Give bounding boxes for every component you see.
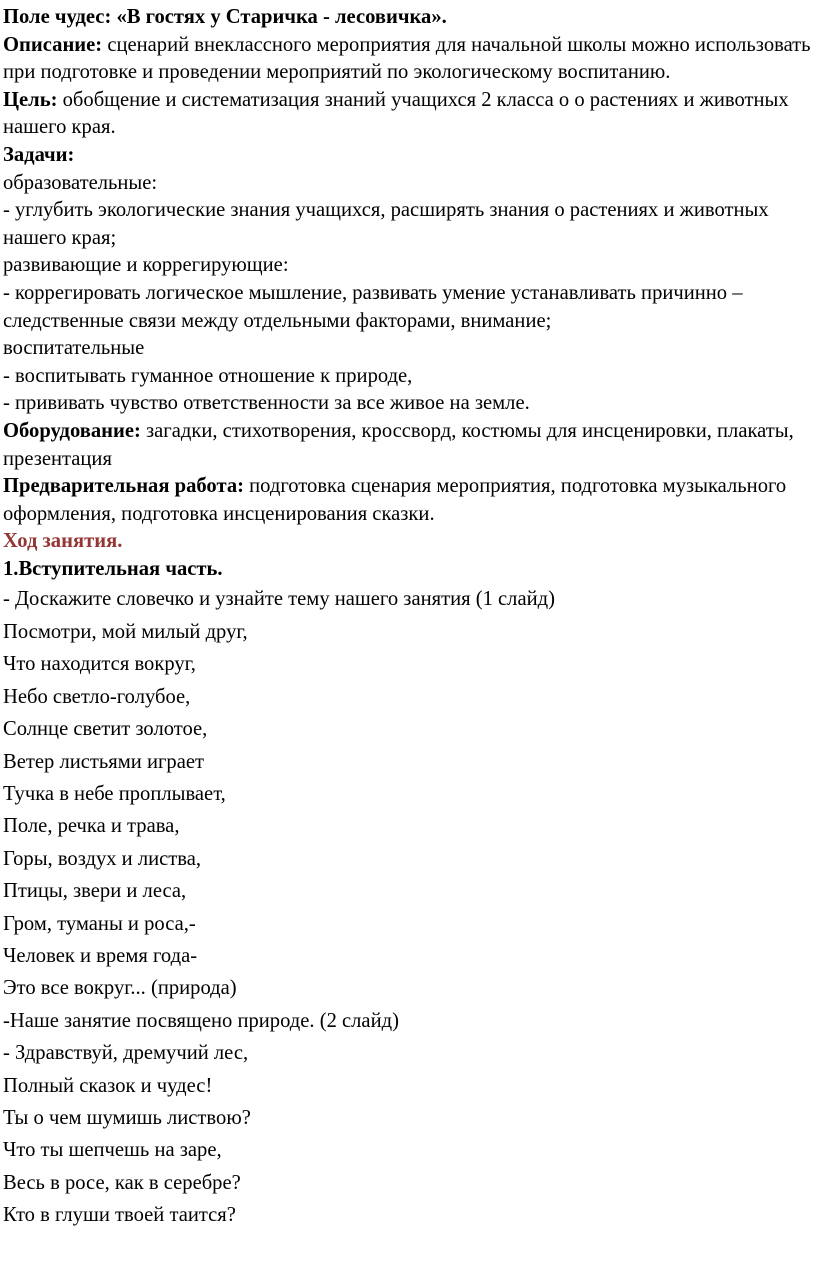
equipment-text: загадки, стихотворения, кроссворд, костюмы для инсценировки, плакаты, презентация [3, 419, 794, 470]
poem-line: Это все вокруг... (природа) [3, 977, 237, 1000]
poem-line: Горы, воздух и листва, [3, 847, 202, 870]
poem-line: -Наше занятие посвящено природе. (2 слайд) [3, 1009, 399, 1032]
tasks-line: образовательные: [3, 171, 158, 194]
goal-paragraph [3, 87, 816, 142]
poem-line: - Здравствуй, дремучий лес, [3, 1042, 249, 1065]
tasks-line: воспитательные [3, 337, 145, 360]
equipment-paragraph [3, 418, 816, 473]
goal-text: обобщение и систематизация знаний учащихся 2 класса о о растениях и животных нашего края. [3, 88, 789, 139]
poem-line: Ветер листьями играет [3, 750, 205, 773]
poem-line: Посмотри, мой милый друг, [3, 620, 248, 643]
poem-line: Поле, речка и трава, [3, 815, 180, 838]
poem-line: Что находится вокруг, [3, 653, 196, 676]
description-label: Описание: [3, 33, 103, 56]
tasks-label: Задачи: [3, 143, 75, 166]
tasks-line: - углубить экологические знания учащихся, расширять знания о растениях и животных нашего края; [3, 199, 769, 249]
tasks-line: развивающие и коррегирующие: [3, 254, 289, 277]
poem-line: Тучка в небе проплывает, [3, 782, 226, 805]
poem-line: Небо светло-голубое, [3, 685, 191, 708]
poem-line: Солнце светит золотое, [3, 718, 208, 741]
description-paragraph [3, 32, 816, 87]
poem-line: Гром, туманы и роса,- [3, 912, 196, 935]
tasks-line: - коррегировать логическое мышление, развивать умение устанавливать причинно – следственные связи между отдельными факторами, внимание; [3, 281, 743, 332]
document-intro [3, 4, 816, 583]
equipment-label: Оборудование: [3, 419, 141, 442]
poem-line: Весь в росе, как в серебре? [3, 1171, 241, 1194]
tasks-line: - прививать чувство ответственности за все живое на земле. [3, 392, 530, 415]
lesson-body [3, 583, 816, 1231]
poem-line: Полный сказок и чудес! [3, 1074, 213, 1097]
preparation-label: Предварительная работа: [3, 475, 244, 498]
poem-line: Что ты шепчешь на заре, [3, 1139, 222, 1162]
preparation-text: подготовка сценария мероприятия, подготовка музыкального оформления, подготовка инсценирования сказки. [3, 475, 787, 525]
poem-line: Птицы, звери и леса, [3, 880, 187, 903]
poem-line: Человек и время года- [3, 944, 198, 967]
poem-line: Кто в глуши твоей таится? [3, 1204, 236, 1227]
poem-line: Ты о чем шумишь листвою? [3, 1106, 251, 1129]
preparation-paragraph [3, 473, 816, 528]
section-heading: 1.Вступительная часть. [3, 557, 223, 580]
document-title: Поле чудес: «В гостях у Старичка - лесовичка». [3, 6, 447, 28]
goal-label: Цель: [3, 88, 58, 111]
intro-line: - Доскажите словечко и узнайте тему нашего занятия (1 слайд) [3, 588, 555, 611]
tasks-line: - воспитывать гуманное отношение к природе, [3, 364, 413, 387]
lesson-heading: Ход занятия. [3, 530, 123, 553]
description-text: сценарий внеклассного мероприятия для начальной школы можно использовать при подготовке и проведении мероприятий по экологическому воспитанию. [3, 33, 811, 84]
